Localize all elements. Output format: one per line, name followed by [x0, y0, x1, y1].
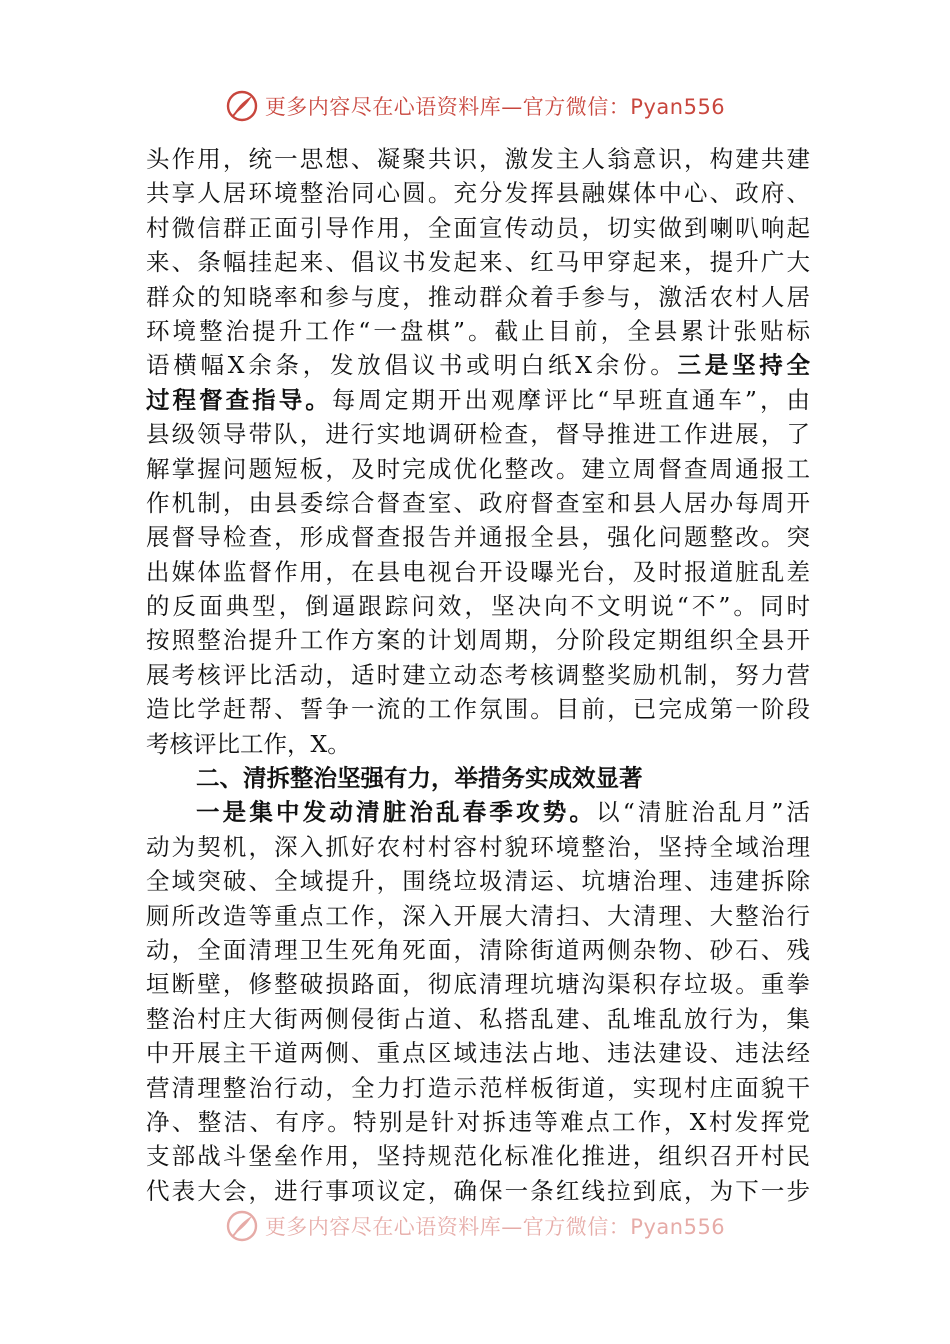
paragraph-1 — [146, 142, 810, 761]
text-line: 来、条幅挂起来、倡议书发起来、红马甲穿起来，提升广大 — [146, 248, 810, 277]
text-line — [146, 383, 810, 417]
text-line: 展考核评比活动，适时建立动态考核调整奖励机制，努力营 — [146, 660, 810, 689]
bold-lead-text: 一是集中发动清脏治乱春季攻势。 — [196, 798, 597, 827]
text-segment: 语横幅X余条，发放倡议书或明白纸X余份。 — [146, 351, 678, 380]
text-line: 环境整治提升工作“一盘棋”。截止目前，全县累计张贴标 — [146, 316, 810, 345]
text-line: 村微信群正面引导作用，全面宣传动员，切实做到喇叭响起 — [146, 213, 810, 242]
section-heading: 二、清拆整治坚强有力，举措务实成效显著 — [196, 764, 643, 793]
text-line: 代表大会，进行事项议定，确保一条红线拉到底，为下一步 — [146, 1176, 810, 1205]
footer-watermark-text: 更多内容尽在心语资料库—官方微信：Pyan556 — [264, 1215, 726, 1239]
text-line: 共享人居环境整治同心圆。充分发挥县融媒体中心、政府、 — [146, 179, 810, 208]
paragraph-2 — [146, 795, 810, 1208]
header-watermark-text: 更多内容尽在心语资料库—官方微信：Pyan556 — [264, 95, 726, 119]
text-line: 中开展主干道两侧、重点区域违法占地、违法建设、违法经 — [146, 1039, 810, 1068]
footer-watermark — [0, 1208, 950, 1244]
text-line: 支部战斗堡垒作用，坚持规范化标准化推进，组织召开村民 — [146, 1142, 810, 1171]
bold-lead-text: 三是坚持全 — [677, 351, 810, 380]
text-line: 厕所改造等重点工作，深入开展大清扫、大清理、大整治行 — [146, 901, 810, 930]
text-line: 出媒体监督作用，在县电视台开设曝光台，及时报道脏乱差 — [146, 557, 810, 586]
quill-logo-icon — [225, 1209, 259, 1243]
document-body — [146, 142, 810, 1208]
text-line: 的反面典型，倒逼跟踪问效，坚决向不文明说“不”。同时 — [146, 592, 810, 621]
text-line: 造比学赶帮、誓争一流的工作氛围。目前，已完成第一阶段 — [146, 695, 810, 724]
text-line: 整治村庄大街两侧侵街占道、私搭乱建、乱堆乱放行为，集 — [146, 1004, 810, 1033]
text-line: 解掌握问题短板，及时完成优化整改。建立周督查周通报工 — [146, 454, 810, 483]
bold-lead-text: 过程督查指导。 — [146, 385, 332, 414]
text-line: 净、整洁、有序。特别是针对拆违等难点工作，X村发挥党 — [146, 1107, 810, 1136]
text-line: 按照整治提升工作方案的计划周期，分阶段定期组织全县开 — [146, 626, 810, 655]
text-line: 动为契机，深入抓好农村村容村貌环境整治，坚持全域治理 — [146, 832, 810, 861]
text-line: 县级领导带队，进行实地调研检查，督导推进工作进展，了 — [146, 420, 810, 449]
text-line: 展督导检查，形成督查报告并通报全县，强化问题整改。突 — [146, 523, 810, 552]
text-line: 群众的知晓率和参与度，推动群众着手参与，激活农村人居 — [146, 282, 810, 311]
text-line: 考核评比工作，X。 — [146, 729, 351, 758]
text-segment: 以“清脏治乱月”活 — [596, 798, 810, 827]
quill-logo-icon — [225, 89, 259, 123]
text-line: 作机制，由县委综合督查室、政府督查室和县人居办每周开 — [146, 488, 810, 517]
header-watermark — [0, 88, 950, 124]
text-segment: 每周定期开出观摩评比“早班直通车”，由 — [331, 385, 810, 414]
text-line: 垣断壁，修整破损路面，彻底清理坑塘沟渠积存垃圾。重拳 — [146, 970, 810, 999]
text-line: 全域突破、全域提升，围绕垃圾清运、坑塘治理、违建拆除 — [146, 867, 810, 896]
text-line — [146, 795, 810, 829]
text-line: 头作用，统一思想、凝聚共识，激发主人翁意识，构建共建 — [146, 145, 810, 173]
text-line: 动，全面清理卫生死角死面，清除街道两侧杂物、砂石、残 — [146, 935, 810, 964]
text-line — [146, 348, 810, 382]
text-line: 营清理整治行动，全力打造示范样板街道，实现村庄面貌干 — [146, 1073, 810, 1102]
